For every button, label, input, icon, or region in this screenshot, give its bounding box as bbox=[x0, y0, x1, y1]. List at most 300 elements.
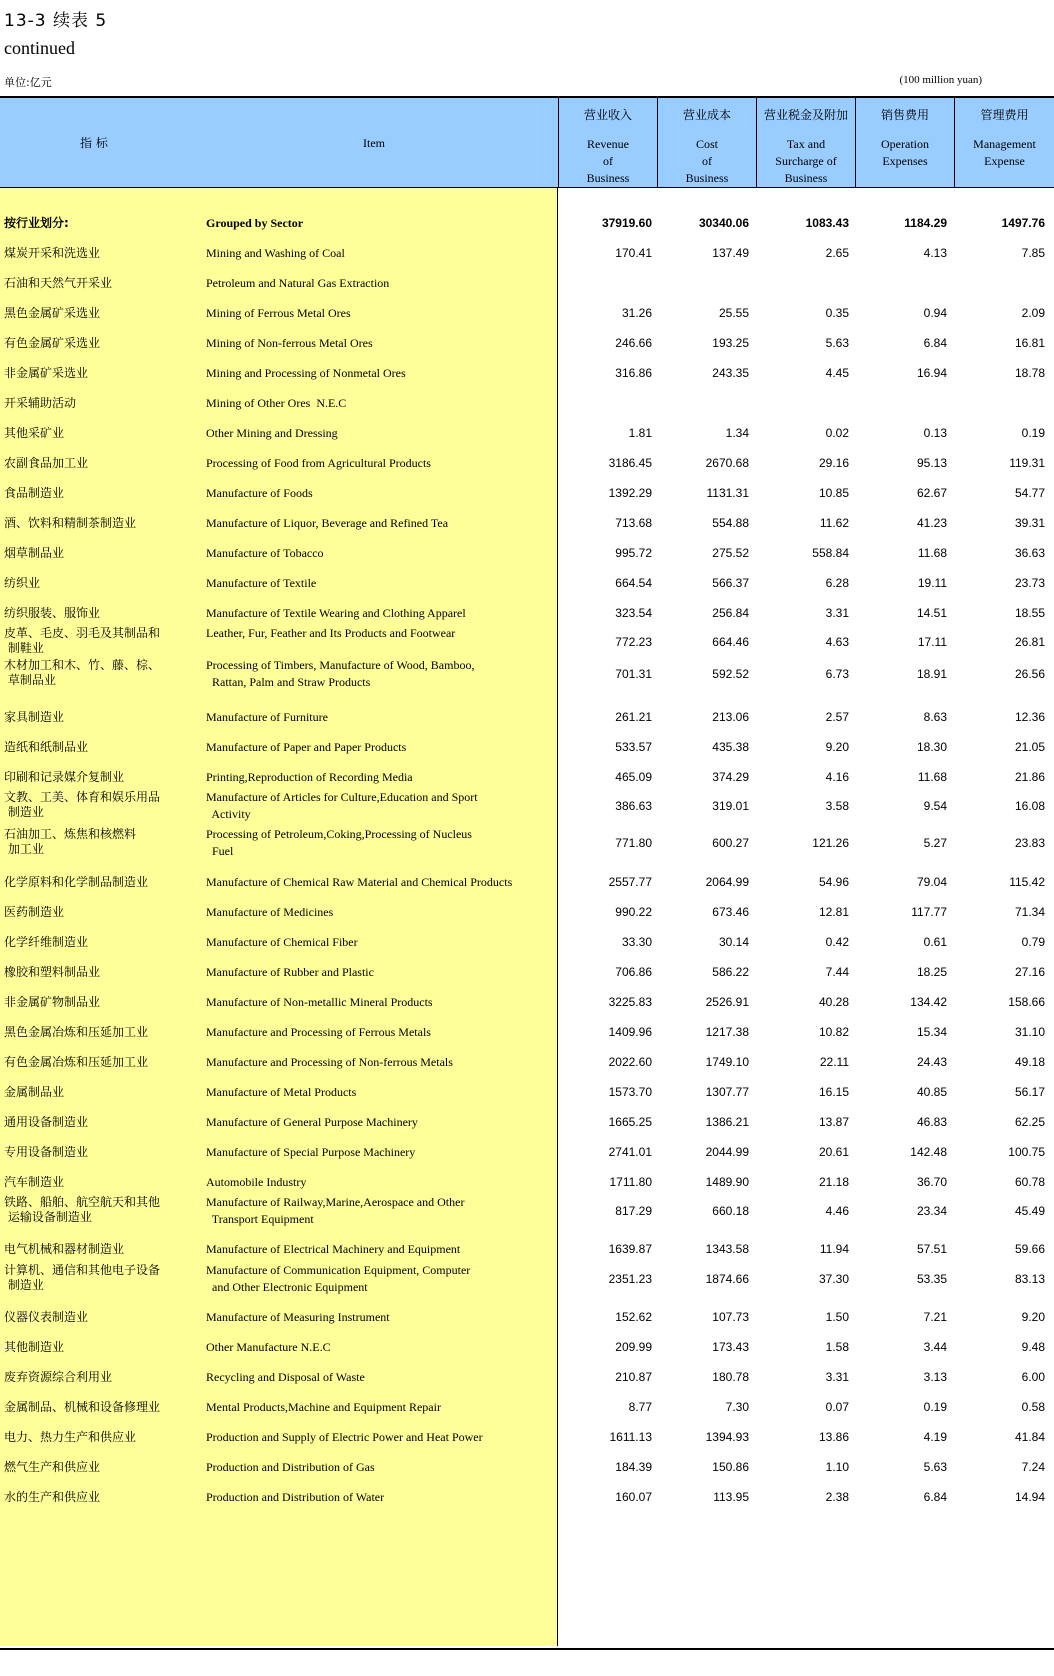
table-row bbox=[0, 994, 1054, 1024]
table-row bbox=[0, 1369, 1054, 1399]
cost-value: 173.43 bbox=[712, 1340, 749, 1354]
revenue-value: 533.57 bbox=[615, 740, 652, 754]
tax-value: 9.20 bbox=[825, 740, 849, 754]
operation-expense-value: 0.61 bbox=[923, 935, 947, 949]
row-label-cn: 金属制品业 bbox=[4, 1085, 65, 1099]
row-label-en: Manufacture and Processing of Non-ferrous Metals bbox=[206, 1055, 453, 1069]
management-expense-value: 71.34 bbox=[1014, 905, 1045, 919]
table-row bbox=[0, 1054, 1054, 1084]
row-label-en: Manufacture of Tobacco bbox=[206, 546, 324, 560]
row-label-cn: 橡胶和塑料制品业 bbox=[4, 965, 101, 979]
row-label-en: Production and Supply of Electric Power and Heat Power bbox=[206, 1430, 483, 1444]
row-label-cn: 煤炭开采和洗选业 bbox=[4, 246, 101, 260]
management-expense-value: 100.75 bbox=[1008, 1145, 1045, 1159]
unit-label-cn: 单位:亿元 bbox=[4, 76, 52, 89]
revenue-value: 184.39 bbox=[615, 1460, 652, 1474]
management-expense-value: 49.18 bbox=[1014, 1055, 1045, 1069]
operation-expense-value: 6.84 bbox=[923, 1490, 947, 1504]
cost-value: 2526.91 bbox=[705, 995, 749, 1009]
row-label-en: Processing of Food from Agricultural Products bbox=[206, 456, 431, 470]
revenue-value: 817.29 bbox=[615, 1204, 652, 1218]
revenue-value: 771.80 bbox=[615, 836, 652, 850]
row-label-cn: 专用设备制造业 bbox=[4, 1145, 89, 1159]
revenue-value: 246.66 bbox=[615, 336, 652, 350]
management-expense-value: 36.63 bbox=[1014, 546, 1045, 560]
cost-value: 275.52 bbox=[712, 546, 749, 560]
management-expense-value: 26.56 bbox=[1014, 667, 1045, 681]
operation-expense-value: 3.13 bbox=[923, 1370, 947, 1384]
table-row bbox=[0, 964, 1054, 994]
cost-value: 180.78 bbox=[712, 1370, 749, 1384]
management-expense-value: 27.16 bbox=[1014, 965, 1045, 979]
table-bottom-rule bbox=[0, 1648, 1054, 1650]
revenue-value: 465.09 bbox=[615, 770, 652, 784]
operation-expense-value: 79.04 bbox=[916, 875, 947, 889]
management-expense-value: 31.10 bbox=[1014, 1025, 1045, 1039]
tax-value: 2.38 bbox=[825, 1490, 849, 1504]
operation-expense-value: 53.35 bbox=[916, 1272, 947, 1286]
cost-value: 1217.38 bbox=[705, 1025, 749, 1039]
revenue-value: 664.54 bbox=[615, 576, 652, 590]
table-row bbox=[0, 1114, 1054, 1144]
operation-expense-value: 6.84 bbox=[923, 336, 947, 350]
item-header: Item bbox=[363, 136, 385, 150]
table-row-total bbox=[0, 215, 1054, 245]
tax-value: 11.62 bbox=[819, 516, 849, 530]
operation-header-en: Operation Expenses bbox=[881, 137, 929, 168]
row-label-en: Manufacture of Railway,Marine,Aerospace and Other Transport Equipment bbox=[206, 1195, 465, 1226]
row-label-cn: 木材加工和木、竹、藤、棕、 草制品业 bbox=[4, 658, 161, 687]
cost-value: 7.30 bbox=[725, 1400, 749, 1414]
tax-value: 4.16 bbox=[825, 770, 849, 784]
row-label-en: Other Manufacture N.E.C bbox=[206, 1340, 331, 1354]
revenue-value: 2351.23 bbox=[608, 1272, 652, 1286]
row-label-en: Mining and Processing of Nonmetal Ores bbox=[206, 366, 406, 380]
cost-value: 600.27 bbox=[712, 836, 749, 850]
row-label-cn: 计算机、通信和其他电子设备 制造业 bbox=[4, 1263, 161, 1292]
operation-expense-value: 18.91 bbox=[916, 667, 947, 681]
management-expense-value: 62.25 bbox=[1014, 1115, 1045, 1129]
management-header bbox=[954, 98, 1054, 188]
management-expense-value: 21.86 bbox=[1014, 770, 1045, 784]
table-row bbox=[0, 575, 1054, 605]
tax-value: 1.58 bbox=[825, 1340, 849, 1354]
table-row bbox=[0, 1024, 1054, 1054]
management-expense-value: 0.58 bbox=[1021, 1400, 1045, 1414]
row-label-cn: 家具制造业 bbox=[4, 710, 65, 724]
revenue-value: 152.62 bbox=[615, 1310, 652, 1324]
table-row bbox=[0, 1339, 1054, 1369]
tax-value: 2.57 bbox=[825, 710, 849, 724]
table-row bbox=[0, 1429, 1054, 1459]
operation-expense-value: 0.19 bbox=[923, 1400, 947, 1414]
row-label-cn: 金属制品、机械和设备修理业 bbox=[4, 1400, 161, 1414]
tax-value: 6.73 bbox=[825, 667, 849, 681]
management-expense-value: 26.81 bbox=[1014, 635, 1045, 649]
tax-value: 13.86 bbox=[818, 1430, 849, 1444]
row-label-en: Manufacture of Articles for Culture,Education and Sport Activity bbox=[206, 790, 478, 821]
management-expense-value: 23.73 bbox=[1014, 576, 1045, 590]
tax-value: 0.07 bbox=[825, 1400, 849, 1414]
management-expense-value: 2.09 bbox=[1021, 306, 1045, 320]
tax-value: 29.16 bbox=[818, 456, 849, 470]
tax-value: 1.10 bbox=[825, 1460, 849, 1474]
row-label-cn: 废弃资源综合利用业 bbox=[4, 1370, 113, 1384]
cost-value: 319.01 bbox=[712, 799, 749, 813]
row-label-cn: 化学纤维制造业 bbox=[4, 935, 89, 949]
revenue-value: 1665.25 bbox=[608, 1115, 652, 1129]
revenue-value: 772.23 bbox=[615, 635, 652, 649]
management-expense-value: 59.66 bbox=[1014, 1242, 1045, 1256]
tax-header-en: Tax and Surcharge of Business bbox=[775, 137, 837, 185]
row-label-cn: 黑色金属矿采选业 bbox=[4, 306, 101, 320]
management-expense-value: 7.85 bbox=[1021, 246, 1045, 260]
row-label-cn: 烟草制品业 bbox=[4, 546, 65, 560]
row-label-en: Recycling and Disposal of Waste bbox=[206, 1370, 365, 1384]
cost-value: 1489.90 bbox=[705, 1175, 749, 1189]
revenue-value: 386.63 bbox=[615, 799, 652, 813]
management-header-en: Management Expense bbox=[973, 137, 1036, 168]
row-label-cn: 黑色金属冶炼和压延加工业 bbox=[4, 1025, 149, 1039]
row-label-en: Manufacture of Textile bbox=[206, 576, 317, 590]
table-row bbox=[0, 709, 1054, 739]
revenue-value: 2557.77 bbox=[608, 875, 652, 889]
management-expense-value: 9.48 bbox=[1021, 1340, 1045, 1354]
management-expense-value: 115.42 bbox=[1009, 875, 1045, 889]
operation-expense-value: 19.11 bbox=[917, 576, 947, 590]
management-expense-value: 56.17 bbox=[1014, 1085, 1045, 1099]
tax-header bbox=[756, 98, 855, 188]
operation-expense-value: 15.34 bbox=[916, 1025, 947, 1039]
row-label-cn: 非金属矿物制品业 bbox=[4, 995, 101, 1009]
tax-header-cn: 营业税金及附加 bbox=[763, 108, 848, 122]
indicator-header: 指 标 bbox=[80, 136, 108, 150]
management-expense-value: 12.36 bbox=[1014, 710, 1045, 724]
tax-value: 1.50 bbox=[825, 1310, 849, 1324]
row-label-en: Manufacture of General Purpose Machinery bbox=[206, 1115, 418, 1129]
row-label-en: Mining of Non-ferrous Metal Ores bbox=[206, 336, 373, 350]
operation-expense-value: 7.21 bbox=[923, 1310, 947, 1324]
tax-value: 16.15 bbox=[818, 1085, 849, 1099]
row-label-cn: 仪器仪表制造业 bbox=[4, 1310, 89, 1324]
cost-value: 2044.99 bbox=[705, 1145, 749, 1159]
table-number: 13-3 续表 5 bbox=[4, 11, 108, 31]
cost-value: 660.18 bbox=[712, 1204, 749, 1218]
cost-value: 193.25 bbox=[712, 336, 749, 350]
row-label-cn: 通用设备制造业 bbox=[4, 1115, 89, 1129]
cost-value: 1386.21 bbox=[705, 1115, 749, 1129]
table-row bbox=[0, 904, 1054, 934]
revenue-value: 713.68 bbox=[615, 516, 652, 530]
statistics-table bbox=[0, 96, 1054, 1656]
row-label-en: Mining of Ferrous Metal Ores bbox=[206, 306, 351, 320]
revenue-value: 1392.29 bbox=[608, 486, 652, 500]
cost-value: 554.88 bbox=[712, 516, 749, 530]
row-label-en: Manufacture of Textile Wearing and Clothing Apparel bbox=[206, 606, 466, 620]
revenue-header bbox=[558, 98, 657, 188]
revenue-value: 706.86 bbox=[615, 965, 652, 979]
row-label-en: Mental Products,Machine and Equipment Repair bbox=[206, 1400, 441, 1414]
revenue-value: 701.31 bbox=[615, 667, 652, 681]
cost-value: 435.38 bbox=[712, 740, 749, 754]
row-label-en: Manufacture of Metal Products bbox=[206, 1085, 357, 1099]
management-expense-value: 45.49 bbox=[1014, 1204, 1045, 1218]
tax-value: 0.02 bbox=[825, 426, 849, 440]
row-label-en: Automobile Industry bbox=[206, 1175, 307, 1189]
revenue-value: 2022.60 bbox=[608, 1055, 652, 1069]
tax-value: 6.28 bbox=[825, 576, 849, 590]
table-row bbox=[0, 335, 1054, 365]
row-label-en: Manufacture of Liquor, Beverage and Refined Tea bbox=[206, 516, 449, 530]
tax-value: 54.96 bbox=[818, 875, 849, 889]
row-label-en: Manufacture of Special Purpose Machinery bbox=[206, 1145, 416, 1159]
tax-value: 12.81 bbox=[818, 905, 849, 919]
tax-value: 121.26 bbox=[812, 836, 849, 850]
row-label-cn: 电力、热力生产和供应业 bbox=[4, 1430, 137, 1444]
revenue-value: 3186.45 bbox=[608, 456, 652, 470]
revenue-value: 1573.70 bbox=[608, 1085, 652, 1099]
row-label-cn: 水的生产和供应业 bbox=[4, 1490, 101, 1504]
management-expense-value: 16.81 bbox=[1014, 336, 1045, 350]
table-row bbox=[0, 1195, 1054, 1225]
cost-value: 2670.68 bbox=[705, 456, 749, 470]
operation-expense-value: 3.44 bbox=[923, 1340, 947, 1354]
row-label-cn: 有色金属冶炼和压延加工业 bbox=[4, 1055, 149, 1069]
row-label-en: Manufacture of Chemical Fiber bbox=[206, 935, 358, 949]
operation-expense-value: 57.51 bbox=[916, 1242, 947, 1256]
row-label-cn: 农副食品加工业 bbox=[4, 456, 89, 470]
table-row bbox=[0, 1489, 1054, 1519]
row-label-cn: 汽车制造业 bbox=[4, 1175, 65, 1189]
row-label-en: Mining of Other Ores N.E.C bbox=[206, 396, 347, 410]
row-label-cn: 石油加工、炼焦和核燃料 加工业 bbox=[4, 827, 137, 856]
table-row bbox=[0, 365, 1054, 395]
management-expense-value: 14.94 bbox=[1014, 1490, 1045, 1504]
row-label-cn: 铁路、船舶、航空航天和其他 运输设备制造业 bbox=[4, 1195, 161, 1224]
cost-header bbox=[657, 98, 756, 188]
management-expense-value: 39.31 bbox=[1014, 516, 1045, 530]
management-expense-value: 119.31 bbox=[1009, 456, 1045, 470]
revenue-value: 1639.87 bbox=[608, 1242, 652, 1256]
row-label-cn: 燃气生产和供应业 bbox=[4, 1460, 101, 1474]
cost-value: 107.73 bbox=[712, 1310, 749, 1324]
row-label-en: Processing of Timbers, Manufacture of Wood, Bamboo, Rattan, Palm and Straw Products bbox=[206, 658, 475, 689]
tax-value: 4.63 bbox=[825, 635, 849, 649]
tax-value: 40.28 bbox=[818, 995, 849, 1009]
management-expense-value: 6.00 bbox=[1021, 1370, 1045, 1384]
row-label-cn: 石油和天然气开采业 bbox=[4, 276, 113, 290]
table-row bbox=[0, 658, 1054, 688]
table-header bbox=[0, 96, 1054, 188]
cost-header-cn: 营业成本 bbox=[682, 108, 731, 122]
row-label-en: Leather, Fur, Feather and Its Products and Footwear bbox=[206, 626, 456, 640]
tax-value: 558.84 bbox=[812, 546, 849, 560]
operation-expense-value: 11.68 bbox=[917, 546, 947, 560]
revenue-value: 1409.96 bbox=[608, 1025, 652, 1039]
revenue-value: 1.81 bbox=[628, 426, 652, 440]
operation-header-cn: 销售费用 bbox=[880, 108, 929, 122]
revenue-value: 1711.80 bbox=[609, 1175, 652, 1189]
table-row bbox=[0, 934, 1054, 964]
management-expense-value: 158.66 bbox=[1008, 995, 1045, 1009]
operation-expense-value: 5.27 bbox=[923, 836, 947, 850]
operation-expense-value: 23.34 bbox=[916, 1204, 947, 1218]
tax-value: 13.87 bbox=[818, 1115, 849, 1129]
row-label-cn: 有色金属矿采选业 bbox=[4, 336, 101, 350]
cost-value: 374.29 bbox=[712, 770, 749, 784]
row-label-en: Manufacture and Processing of Ferrous Metals bbox=[206, 1025, 431, 1039]
row-label-cn: 纺织服装、服饰业 bbox=[4, 606, 101, 620]
row-label-en: Grouped by Sector bbox=[206, 216, 304, 230]
management-expense-value: 23.83 bbox=[1014, 836, 1045, 850]
table-row bbox=[0, 245, 1054, 275]
row-label-en: Manufacture of Rubber and Plastic bbox=[206, 965, 374, 979]
tax-value: 4.45 bbox=[825, 366, 849, 380]
revenue-value: 33.30 bbox=[621, 935, 652, 949]
operation-expense-value: 24.43 bbox=[916, 1055, 947, 1069]
operation-expense-value: 36.70 bbox=[916, 1175, 947, 1189]
management-expense-value: 9.20 bbox=[1021, 1310, 1045, 1324]
tax-value: 4.46 bbox=[825, 1204, 849, 1218]
row-label-cn: 其他采矿业 bbox=[4, 426, 65, 440]
revenue-value: 1611.13 bbox=[609, 1430, 652, 1444]
row-label-en: Processing of Petroleum,Coking,Processing of Nucleus Fuel bbox=[206, 827, 472, 858]
operation-expense-value: 11.68 bbox=[917, 770, 947, 784]
operation-expense-value: 0.94 bbox=[923, 306, 947, 320]
management-expense-value: 7.24 bbox=[1021, 1460, 1045, 1474]
row-label-en: Manufacture of Electrical Machinery and Equipment bbox=[206, 1242, 461, 1256]
tax-value: 11.94 bbox=[819, 1242, 849, 1256]
tax-value: 0.42 bbox=[825, 935, 849, 949]
cost-value: 213.06 bbox=[712, 710, 749, 724]
row-label-en: Manufacture of Communication Equipment, Computer and Other Electronic Equipment bbox=[206, 1263, 471, 1294]
operation-expense-value: 142.48 bbox=[910, 1145, 947, 1159]
table-row bbox=[0, 1084, 1054, 1114]
management-expense-value: 16.08 bbox=[1014, 799, 1045, 813]
tax-value: 2.65 bbox=[825, 246, 849, 260]
row-label-en: Manufacture of Medicines bbox=[206, 905, 334, 919]
revenue-header-en: Revenue of Business bbox=[586, 137, 630, 185]
management-expense-value: 1497.76 bbox=[1001, 216, 1045, 230]
unit-label-en: (100 million yuan) bbox=[899, 74, 982, 86]
row-label-en: Manufacture of Measuring Instrument bbox=[206, 1310, 390, 1324]
cost-value: 1394.93 bbox=[705, 1430, 749, 1444]
row-label-en: Mining and Washing of Coal bbox=[206, 246, 345, 260]
table-row bbox=[0, 425, 1054, 455]
revenue-value: 323.54 bbox=[615, 606, 652, 620]
cost-value: 1343.58 bbox=[705, 1242, 749, 1256]
cost-value: 137.49 bbox=[712, 246, 749, 260]
revenue-value: 209.99 bbox=[615, 1340, 652, 1354]
row-label-en: Manufacture of Furniture bbox=[206, 710, 328, 724]
tax-value: 3.31 bbox=[825, 606, 849, 620]
row-label-cn: 食品制造业 bbox=[4, 486, 65, 500]
row-label-cn: 其他制造业 bbox=[4, 1340, 65, 1354]
table-row bbox=[0, 455, 1054, 485]
table-row bbox=[0, 790, 1054, 820]
row-label-en: Printing,Reproduction of Recording Media bbox=[206, 770, 413, 784]
cost-value: 25.55 bbox=[718, 306, 749, 320]
row-label-en: Production and Distribution of Water bbox=[206, 1490, 385, 1504]
table-row bbox=[0, 1309, 1054, 1339]
cost-value: 256.84 bbox=[712, 606, 749, 620]
operation-expense-value: 0.13 bbox=[923, 426, 947, 440]
row-label-en: Manufacture of Foods bbox=[206, 486, 313, 500]
operation-expense-value: 18.30 bbox=[916, 740, 947, 754]
row-label-en: Manufacture of Chemical Raw Material and Chemical Products bbox=[206, 875, 513, 889]
tax-value: 10.85 bbox=[818, 486, 849, 500]
row-label-cn: 非金属矿采选业 bbox=[4, 366, 89, 380]
cost-value: 1749.10 bbox=[705, 1055, 749, 1069]
tax-value: 10.82 bbox=[818, 1025, 849, 1039]
cost-value: 2064.99 bbox=[705, 875, 749, 889]
operation-expense-value: 4.19 bbox=[923, 1430, 947, 1444]
tax-value: 37.30 bbox=[818, 1272, 849, 1286]
management-expense-value: 41.84 bbox=[1014, 1430, 1045, 1444]
operation-expense-value: 17.11 bbox=[917, 635, 947, 649]
operation-expense-value: 117.77 bbox=[911, 905, 947, 919]
management-expense-value: 21.05 bbox=[1014, 740, 1045, 754]
tax-value: 5.63 bbox=[825, 336, 849, 350]
cost-value: 243.35 bbox=[712, 366, 749, 380]
operation-expense-value: 46.83 bbox=[916, 1115, 947, 1129]
table-row bbox=[0, 1144, 1054, 1174]
revenue-value: 170.41 bbox=[615, 246, 652, 260]
operation-expense-value: 134.42 bbox=[910, 995, 947, 1009]
tax-value: 21.18 bbox=[818, 1175, 849, 1189]
tax-value: 7.44 bbox=[825, 965, 849, 979]
cost-value: 673.46 bbox=[712, 905, 749, 919]
cost-value: 1307.77 bbox=[705, 1085, 749, 1099]
row-label-cn: 开采辅助活动 bbox=[4, 396, 77, 410]
table-row bbox=[0, 275, 1054, 305]
table-row bbox=[0, 827, 1054, 857]
operation-expense-value: 4.13 bbox=[923, 246, 947, 260]
row-label-cn: 按行业划分: bbox=[4, 216, 69, 230]
revenue-value: 8.77 bbox=[628, 1400, 652, 1414]
management-expense-value: 18.78 bbox=[1014, 366, 1045, 380]
row-label-en: Production and Distribution of Gas bbox=[206, 1460, 375, 1474]
row-label-cn: 化学原料和化学制品制造业 bbox=[4, 875, 149, 889]
cost-header-en: Cost of Business bbox=[685, 137, 729, 185]
cost-value: 1.34 bbox=[725, 426, 749, 440]
continued-label: continued bbox=[4, 38, 75, 58]
cost-value: 592.52 bbox=[712, 667, 749, 681]
row-label-cn: 电气机械和器材制造业 bbox=[4, 1242, 125, 1256]
tax-value: 0.35 bbox=[825, 306, 849, 320]
row-label-cn: 纺织业 bbox=[4, 576, 41, 590]
row-label-cn: 文教、工美、体育和娱乐用品 制造业 bbox=[4, 790, 161, 819]
row-label-en: Manufacture of Non-metallic Mineral Products bbox=[206, 995, 433, 1009]
management-expense-value: 54.77 bbox=[1014, 486, 1045, 500]
cost-value: 113.95 bbox=[713, 1490, 749, 1504]
table-row bbox=[0, 515, 1054, 545]
tax-value: 1083.43 bbox=[805, 216, 849, 230]
row-label-en: Petroleum and Natural Gas Extraction bbox=[206, 276, 390, 290]
table-body bbox=[0, 188, 1054, 1646]
cost-value: 30.14 bbox=[718, 935, 749, 949]
cost-value: 150.86 bbox=[712, 1460, 749, 1474]
table-row bbox=[0, 1399, 1054, 1429]
table-row bbox=[0, 739, 1054, 769]
management-expense-value: 83.13 bbox=[1014, 1272, 1045, 1286]
tax-value: 3.58 bbox=[825, 799, 849, 813]
cost-value: 30340.06 bbox=[698, 216, 749, 230]
revenue-value: 316.86 bbox=[615, 366, 652, 380]
cost-value: 1874.66 bbox=[705, 1272, 749, 1286]
cost-value: 1131.31 bbox=[706, 486, 749, 500]
operation-expense-value: 5.63 bbox=[923, 1460, 947, 1474]
